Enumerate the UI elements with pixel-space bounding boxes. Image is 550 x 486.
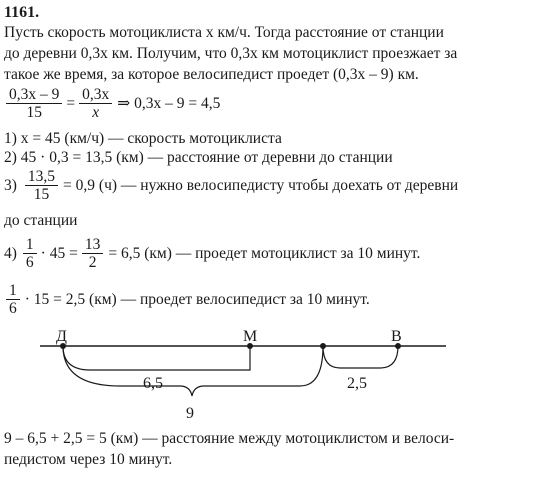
step-4-f1-denominator: 6 [25, 254, 34, 271]
lhs-numerator: 0,3x – 9 [6, 86, 62, 104]
step-4-text: = 6,5 (км) — проедет мотоциклист за 10 минут. [108, 244, 421, 262]
step-4-mid: · 45 = [40, 244, 78, 262]
label-total: 9 [186, 405, 194, 422]
distance-diagram [0, 326, 550, 426]
brace-xv [323, 346, 398, 368]
step-5-text: · 15 = 2,5 (км) — проедет велосипедист за 10 минут. [24, 290, 370, 308]
conclusion-line-2: педистом через 10 минут. [4, 451, 173, 468]
brace-total [63, 346, 323, 396]
point-m-label: М [243, 328, 258, 345]
step-3-fraction [25, 168, 58, 203]
step-5-numerator: 1 [6, 282, 20, 300]
step-4 [4, 236, 420, 271]
brace-dm [63, 346, 250, 370]
intro-line-1: Пусть скорость мотоциклиста x км/ч. Тогда расстояние от станции [4, 24, 444, 41]
step-5-fraction [6, 282, 20, 317]
step-4-f1-numerator: 1 [23, 236, 37, 254]
step-4-fraction-2 [82, 236, 104, 271]
problem-number: 1161. [4, 4, 40, 21]
label-dm: 6,5 [143, 375, 163, 392]
step-1: 1) x = 45 (км/ч) — скорость мотоциклиста [4, 130, 282, 147]
point-d-label: Д [56, 328, 67, 345]
step-4-f2-denominator: 2 [88, 254, 97, 271]
rhs-numerator: 0,3x [79, 86, 112, 104]
step-3-label: 3) [4, 176, 17, 194]
step-3-text: = 0,9 (ч) — нужно велосипедисту чтобы доехать от деревни [63, 176, 459, 194]
point-v-label: В [391, 328, 402, 345]
label-xv: 2,5 [347, 375, 367, 392]
lhs-fraction [6, 86, 62, 121]
rhs-fraction [79, 86, 112, 121]
step-4-fraction-1 [23, 236, 37, 271]
rhs-denominator: x [92, 104, 100, 121]
step-4-label: 4) [4, 244, 17, 262]
step-4-f2-numerator: 13 [82, 236, 104, 254]
main-equation [4, 86, 220, 121]
step-3 [4, 168, 458, 203]
step-5-denominator: 6 [9, 300, 17, 317]
equals-sign: = [66, 94, 76, 112]
equation-result: ⇒ 0,3x – 9 = 4,5 [117, 95, 221, 112]
step-5 [4, 282, 370, 317]
lhs-denominator: 15 [26, 104, 42, 121]
intro-line-2: до деревни 0,3x км. Получим, что 0,3x км мотоциклист проезжает за [4, 45, 458, 62]
intro-line-3: такое же время, за которое велосипедист проедет (0,3x – 9) км. [4, 66, 419, 83]
step-3-line-2: до станции [4, 212, 78, 229]
step-3-denominator: 15 [33, 186, 50, 203]
step-2: 2) 45 · 0,3 = 13,5 (км) — расстояние от деревни до станции [4, 149, 393, 166]
conclusion-line-1: 9 – 6,5 + 2,5 = 5 (км) — расстояние между мотоциклистом и велоси- [4, 430, 455, 447]
step-3-numerator: 13,5 [25, 168, 58, 186]
